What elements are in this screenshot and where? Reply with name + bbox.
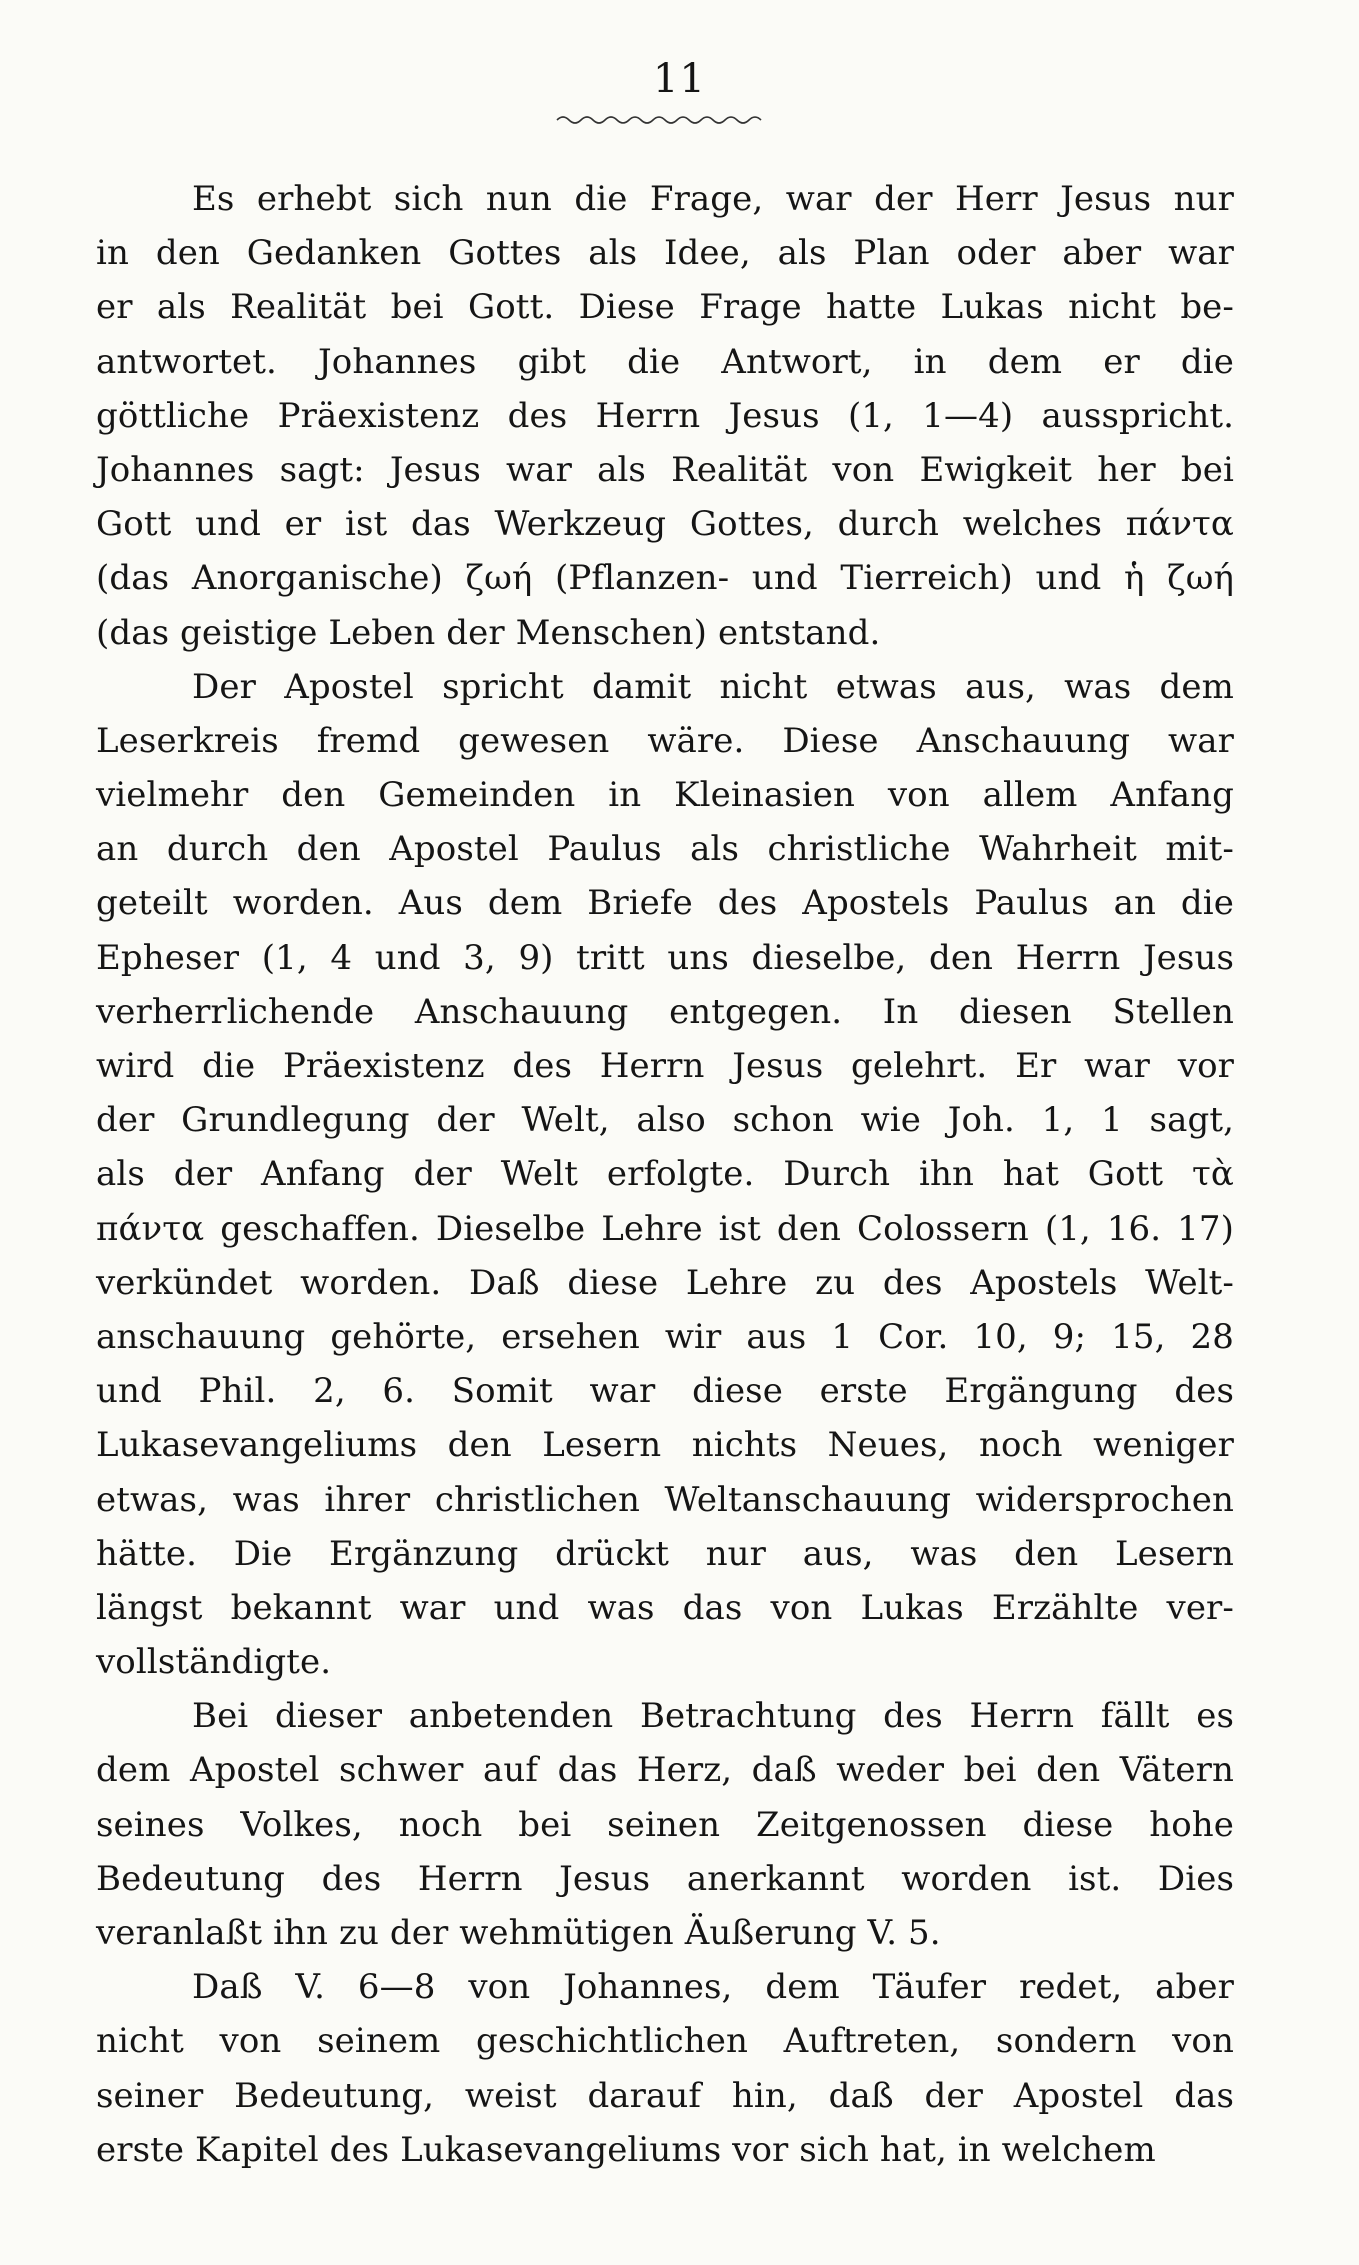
text-line: als der Anfang der Welt erfolgte. Durch ihn hat Gott τὰ — [96, 1154, 1234, 1195]
text-line: göttliche Präexistenz des Herrn Jesus (1, 1—4) ausspricht. — [96, 395, 1234, 436]
text-line: Epheser (1, 4 und 3, 9) tritt uns dieselbe, den Herrn Jesus — [96, 937, 1234, 978]
text-line: geteilt worden. Aus dem Briefe des Apostels Paulus an die — [96, 883, 1234, 924]
text-line: antwortet. Johannes gibt die Antwort, in dem er die — [96, 341, 1234, 382]
text-line: Der Apostel spricht damit nicht etwas aus, was dem — [192, 666, 1234, 707]
ornament-rule — [555, 112, 765, 128]
text-line: verkündet worden. Daß diese Lehre zu des Apostels Welt- — [96, 1262, 1234, 1303]
text-line: (das Anorganische) ζωή (Pflanzen- und Tierreich) und ἡ ζωή — [96, 558, 1234, 599]
text-line: seines Volkes, noch bei seinen Zeitgenossen diese hohe — [96, 1804, 1234, 1845]
text-line: und Phil. 2, 6. Somit war diese erste Ergängung des — [96, 1371, 1234, 1412]
text-line: etwas, was ihrer christlichen Weltanschauung widersprochen — [96, 1479, 1234, 1520]
text-line: nicht von seinem geschichtlichen Auftreten, sondern von — [96, 2021, 1234, 2062]
text-line: seiner Bedeutung, weist darauf hin, daß der Apostel das — [96, 2075, 1234, 2116]
text-line: wird die Präexistenz des Herrn Jesus gelehrt. Er war vor — [96, 1046, 1234, 1086]
text-line: vollständigte. — [96, 1642, 332, 1683]
text-line: Johannes sagt: Jesus war als Realität von Ewigkeit her bei — [96, 449, 1234, 490]
text-line: längst bekannt war und was das von Lukas Erzählte ver- — [96, 1587, 1234, 1628]
text-line: Leserkreis fremd gewesen wäre. Diese Anschauung war — [96, 720, 1234, 761]
text-line: Gott und er ist das Werkzeug Gottes, durch welches πάντα — [96, 504, 1234, 545]
text-line: (das geistige Leben der Menschen) entstand. — [96, 612, 881, 653]
text-line: er als Realität bei Gott. Diese Frage hatte Lukas nicht be- — [96, 287, 1234, 328]
text-line: veranlaßt ihn zu der wehmütigen Äußerung V. 5. — [96, 1913, 941, 1953]
text-line: erste Kapitel des Lukasevangeliums vor sich hat, in welchem — [96, 2129, 1156, 2170]
text-line: dem Apostel schwer auf das Herz, daß weder bei den Vätern — [96, 1750, 1234, 1791]
text-line: an durch den Apostel Paulus als christliche Wahrheit mit- — [96, 829, 1234, 870]
text-line: verherrlichende Anschauung entgegen. In diesen Stellen — [96, 991, 1234, 1032]
text-line: vielmehr den Gemeinden in Kleinasien von allem Anfang — [96, 775, 1234, 816]
text-line: der Grundlegung der Welt, also schon wie Joh. 1, 1 sagt, — [96, 1100, 1234, 1141]
text-line: in den Gedanken Gottes als Idee, als Plan oder aber war — [96, 233, 1234, 274]
text-line: Bei dieser anbetenden Betrachtung des Herrn fällt es — [192, 1696, 1234, 1737]
text-line: anschauung gehörte, ersehen wir aus 1 Cor. 10, 9; 15, 28 — [96, 1316, 1234, 1357]
text-line: Lukasevangeliums den Lesern nichts Neues, noch weniger — [96, 1425, 1234, 1466]
text-line: hätte. Die Ergänzung drückt nur aus, was den Lesern — [96, 1533, 1234, 1574]
text-line: Daß V. 6—8 von Johannes, dem Täufer redet, aber — [192, 1967, 1234, 2008]
body-text — [96, 172, 1234, 2177]
text-line: πάντα geschaffen. Dieselbe Lehre ist den Colossern (1, 16. 17) — [96, 1208, 1234, 1249]
text-line: Bedeutung des Herrn Jesus anerkannt worden ist. Dies — [96, 1858, 1234, 1899]
text-line: Es erhebt sich nun die Frage, war der Herr Jesus nur — [192, 179, 1234, 219]
page-number: 11 — [653, 56, 706, 102]
